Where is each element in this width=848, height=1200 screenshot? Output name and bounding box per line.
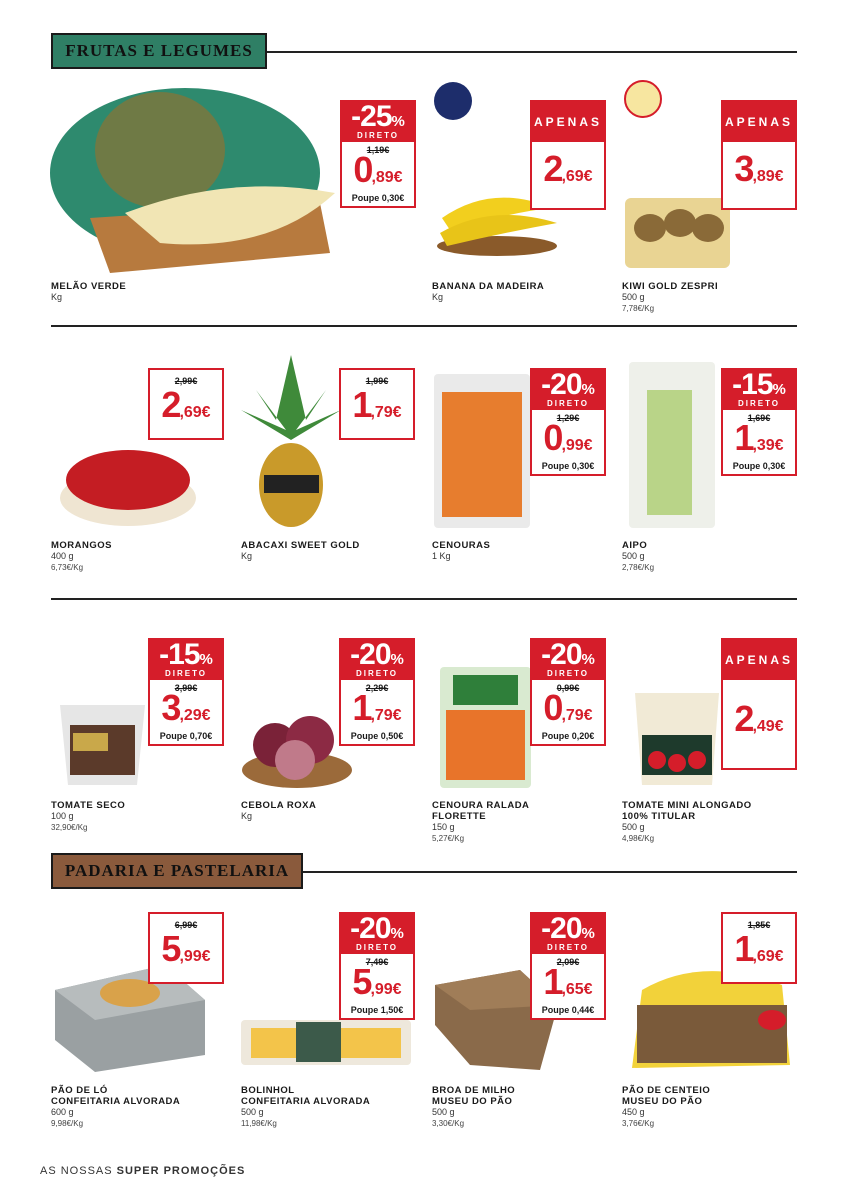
zespri-logo-icon — [624, 80, 662, 118]
product-label: PÃO DE CENTEIO MUSEU DO PÃO 450 g 3,76€/Kg — [622, 1085, 711, 1128]
product-label: CEBOLA ROXA Kg — [241, 800, 317, 821]
divider — [267, 51, 797, 53]
divider — [51, 325, 797, 327]
section-title-text: PADARIA E PASTELARIA — [64, 861, 290, 880]
madeira-logo-icon — [434, 82, 472, 120]
product-label: ABACAXI SWEET GOLD Kg — [241, 540, 360, 561]
product-label: KIWI GOLD ZESPRI 500 g 7,78€/Kg — [622, 281, 719, 313]
product-label: BOLINHOL CONFEITARIA ALVORADA 500 g 11,98€/Kg — [241, 1085, 371, 1128]
grated-carrot-image — [438, 665, 533, 790]
kiwi-image — [620, 178, 735, 273]
product-label: TOMATE MINI ALONGADO 100% TITULAR 500 g 4,98€/Kg — [622, 800, 752, 843]
divider — [51, 598, 797, 600]
product-label: CENOURAS 1 Kg — [432, 540, 491, 561]
product-label: TOMATE SECO 100 g 32,90€/Kg — [51, 800, 126, 832]
product-name: MELÃO VERDE — [51, 281, 127, 292]
price-box: -15% DIRETO 3,99€ 3,29€ Poupe 0,70€ — [148, 638, 224, 746]
product-label: AIPO 500 g 2,78€/Kg — [622, 540, 655, 572]
discount-percent: -25 — [351, 100, 392, 133]
section-title-fruits — [51, 33, 267, 69]
price-box: APENAS 2,69€ — [530, 100, 606, 210]
price-box: 6,99€ 5,99€ — [148, 912, 224, 984]
pineapple-image — [236, 350, 346, 530]
divider — [303, 871, 797, 873]
red-onion-image — [240, 705, 355, 790]
price-box: -20% DIRETO 0,99€ 0,79€ Poupe 0,20€ — [530, 638, 606, 746]
savings: Poupe 0,30€ — [351, 193, 405, 203]
product-label: BROA DE MILHO MUSEU DO PÃO 500 g 3,30€/Kg — [432, 1085, 516, 1128]
melon-image — [50, 78, 340, 278]
price-box: -20% DIRETO 7,49€ 5,99€ Poupe 1,50€ — [339, 912, 415, 1020]
old-price: 1,19€ — [366, 145, 390, 155]
price: 0,89€ — [353, 149, 403, 190]
price-box: APENAS 2,49€ — [721, 638, 797, 770]
price-box: 2,99€ 2,69€ — [148, 368, 224, 440]
product-label: BANANA DA MADEIRA Kg — [432, 281, 545, 302]
footer-tagline: AS NOSSAS SUPER PROMOÇÕES — [40, 1165, 246, 1177]
price-box: APENAS 3,89€ — [721, 100, 797, 210]
product-label: CENOURA RALADA FLORETTE 150 g 5,27€/Kg — [432, 800, 530, 843]
cherry-tomato-image — [632, 685, 722, 790]
celery-image — [627, 360, 717, 530]
product-label: PÃO DE LÓ CONFEITARIA ALVORADA 600 g 9,98€/Kg — [51, 1085, 181, 1128]
price-box: -20% DIRETO 2,29€ 1,79€ Poupe 0,50€ — [339, 638, 415, 746]
price-box: -20% DIRETO 1,29€ 0,99€ Poupe 0,30€ — [530, 368, 606, 476]
strawberries-image — [58, 438, 198, 528]
section-title-bakery — [51, 853, 303, 889]
product-label: MELÃO VERDE Kg — [51, 281, 241, 303]
section-title-text: FRUTAS E LEGUMES — [65, 41, 253, 60]
price-box: 1,99€ 1,79€ — [339, 368, 415, 440]
sundried-tomato-image — [55, 695, 150, 790]
price-box: -20% DIRETO 2,09€ 1,65€ Poupe 0,44€ — [530, 912, 606, 1020]
product-label: MORANGOS 400 g 6,73€/Kg — [51, 540, 112, 572]
price-box: -15% DIRETO 1,69€ 1,39€ Poupe 0,30€ — [721, 368, 797, 476]
price-box: 1,85€ 1,69€ — [721, 912, 797, 984]
price-box: -25% DIRETO 1,19€ 0,89€ Poupe 0,30€ — [340, 100, 416, 208]
carrots-image — [432, 372, 532, 530]
